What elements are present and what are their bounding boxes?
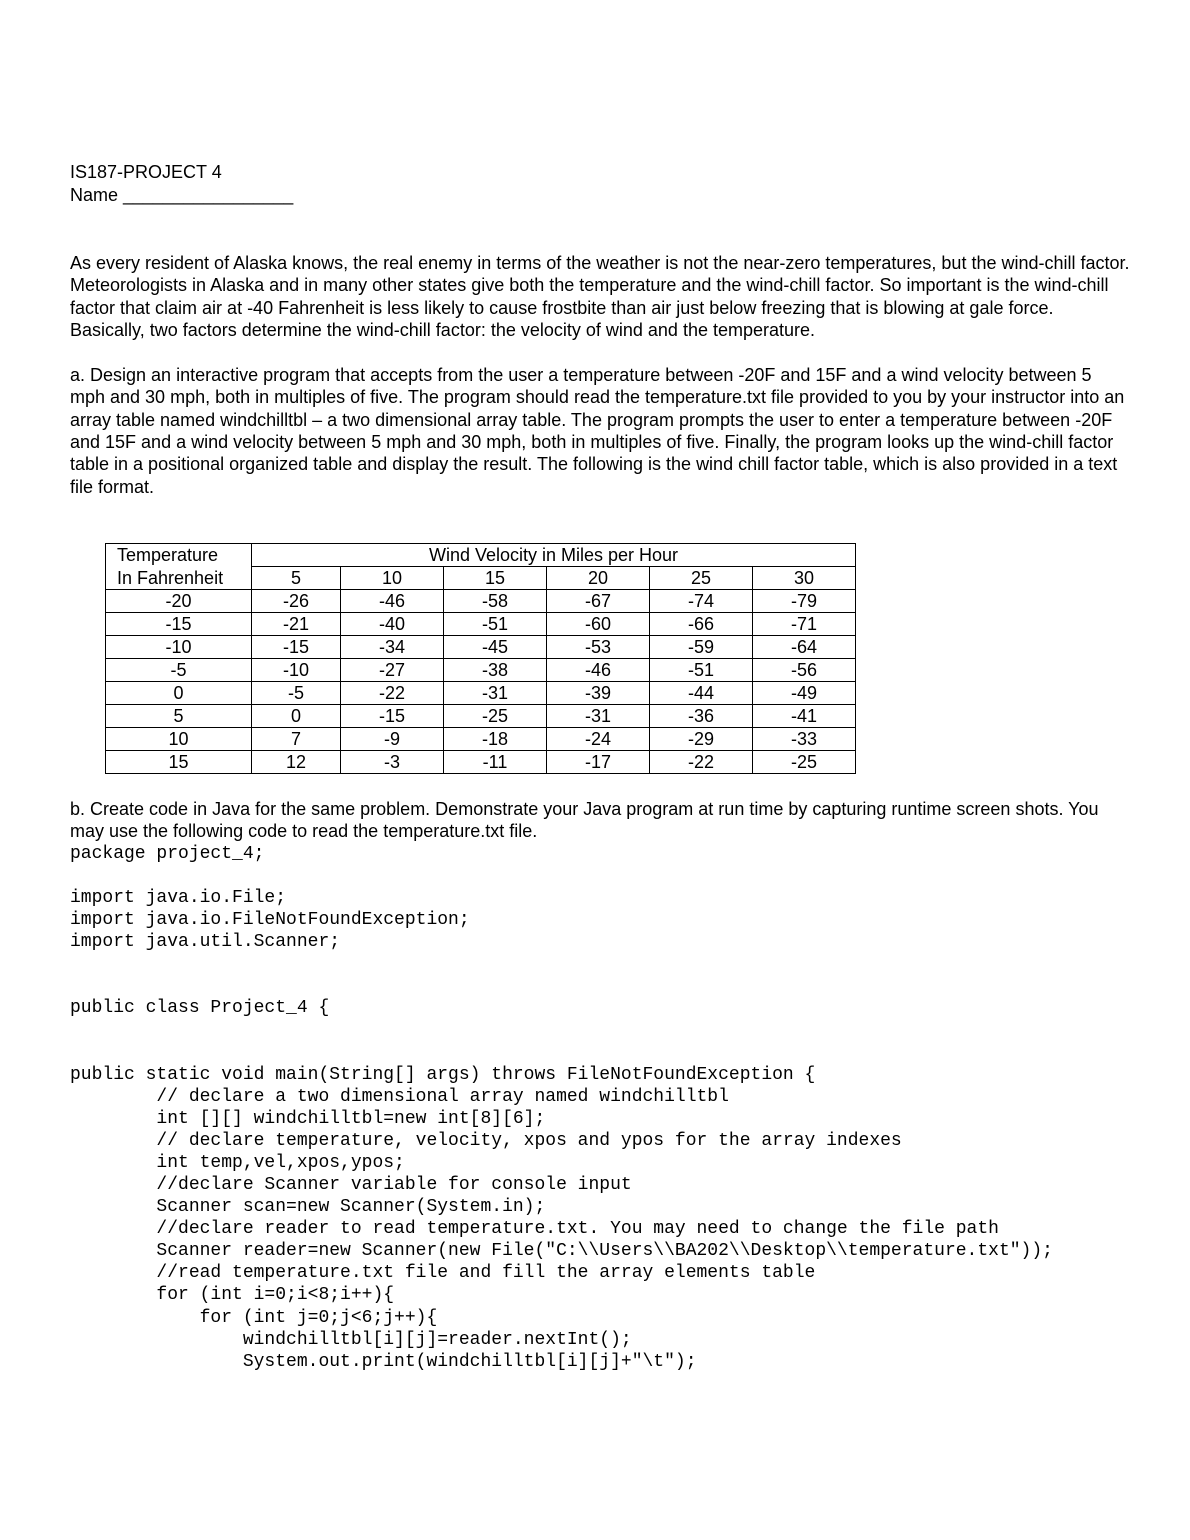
windchill-cell: -51 (444, 612, 547, 635)
windchill-cell: -46 (547, 658, 650, 681)
temperature-header: Temperature (106, 543, 252, 566)
windchill-table-wrapper (105, 543, 1130, 774)
windchill-cell: -49 (753, 681, 856, 704)
windchill-cell: -51 (650, 658, 753, 681)
windchill-cell: -11 (444, 750, 547, 773)
windchill-cell: 12 (252, 750, 341, 773)
temperature-cell: 15 (106, 750, 252, 773)
table-row (106, 727, 856, 750)
windchill-cell: -39 (547, 681, 650, 704)
windchill-cell: -29 (650, 727, 753, 750)
table-row (106, 589, 856, 612)
windchill-cell: -60 (547, 612, 650, 635)
windchill-cell: -79 (753, 589, 856, 612)
windchill-cell: -66 (650, 612, 753, 635)
windchill-cell: -44 (650, 681, 753, 704)
temperature-cell: -10 (106, 635, 252, 658)
table-header-row-2 (106, 566, 856, 589)
part-a-paragraph: a. Design an interactive program that accepts from the user a temperature between -20F and 15F and a wind velocity between 5 mph and 30 mph, both in multiples of five. The program should read the temperature.txt file provided to you by your instructor into an array table named windchilltbl – a two dimensional array table. The program prompts the user to enter a temperature between -20F and 15F and a wind velocity between 5 mph and 30 mph, both in multiples of five. Finally, the program looks up the wind-chill factor table in a positional organized table and display the result. The following is the wind chill factor table, which is also provided in a text file format. (70, 365, 1125, 497)
windchill-cell: -5 (252, 681, 341, 704)
table-row (106, 681, 856, 704)
windchill-cell: 0 (252, 704, 341, 727)
velocity-5: 5 (252, 566, 341, 589)
windchill-cell: -40 (341, 612, 444, 635)
windchill-cell: -22 (650, 750, 753, 773)
temperature-cell: -5 (106, 658, 252, 681)
project-title: IS187-PROJECT 4 (70, 162, 222, 182)
table-row (106, 635, 856, 658)
windchill-cell: -31 (444, 681, 547, 704)
temperature-cell: 10 (106, 727, 252, 750)
windchill-cell: -24 (547, 727, 650, 750)
temperature-cell: -15 (106, 612, 252, 635)
velocity-header: Wind Velocity in Miles per Hour (252, 543, 856, 566)
windchill-cell: 7 (252, 727, 341, 750)
windchill-cell: -64 (753, 635, 856, 658)
windchill-cell: -58 (444, 589, 547, 612)
table-row (106, 704, 856, 727)
windchill-cell: -34 (341, 635, 444, 658)
windchill-table (105, 543, 856, 774)
velocity-20: 20 (547, 566, 650, 589)
velocity-10: 10 (341, 566, 444, 589)
windchill-cell: -45 (444, 635, 547, 658)
intro-paragraph: As every resident of Alaska knows, the real enemy in terms of the weather is not the near-zero temperatures, but the wind-chill factor. Meteorologists in Alaska and in many other states give both the temperature and the wind-chill factor. So important is the wind-chill factor that claim air at -40 Fahrenheit is less likely to cause frostbite than air just below freezing that is blowing at gale force. Basically, two factors determine the wind-chill factor: the velocity of wind and the temperature. (70, 253, 1130, 340)
windchill-cell: -18 (444, 727, 547, 750)
windchill-cell: -31 (547, 704, 650, 727)
windchill-cell: -25 (753, 750, 856, 773)
temperature-cell: -20 (106, 589, 252, 612)
windchill-cell: -21 (252, 612, 341, 635)
velocity-30: 30 (753, 566, 856, 589)
windchill-cell: -53 (547, 635, 650, 658)
windchill-cell: -15 (341, 704, 444, 727)
table-body (106, 589, 856, 773)
fahrenheit-header: In Fahrenheit (106, 566, 252, 589)
windchill-cell: -67 (547, 589, 650, 612)
name-line: Name _________________ (70, 185, 294, 205)
windchill-cell: -17 (547, 750, 650, 773)
windchill-cell: -56 (753, 658, 856, 681)
table-row (106, 658, 856, 681)
temperature-cell: 0 (106, 681, 252, 704)
windchill-cell: -59 (650, 635, 753, 658)
windchill-cell: -26 (252, 589, 341, 612)
windchill-cell: -71 (753, 612, 856, 635)
velocity-15: 15 (444, 566, 547, 589)
table-row (106, 750, 856, 773)
windchill-cell: -15 (252, 635, 341, 658)
windchill-cell: -33 (753, 727, 856, 750)
windchill-cell: -3 (341, 750, 444, 773)
table-header-row-1 (106, 543, 856, 566)
velocity-25: 25 (650, 566, 753, 589)
windchill-cell: -10 (252, 658, 341, 681)
windchill-cell: -74 (650, 589, 753, 612)
temperature-cell: 5 (106, 704, 252, 727)
windchill-cell: -25 (444, 704, 547, 727)
windchill-cell: -36 (650, 704, 753, 727)
java-code-block: package project_4; import java.io.File; import java.io.FileNotFoundException; import java.util.Scanner; public class Project_4 { public static void main(String[] args) throws FileNotFoundException { // declare a two dimensional array named windchilltbl int [][] windchilltbl=new int[8][6]; // declare temperature, velocity, xpos and ypos for the array indexes int temp,vel,xpos,ypos; //declare Scanner variable for console input Scanner scan=new Scanner(System.in); //declare reader to read temperature.txt. You may need to change the file path Scanner reader=new Scanner(new File("C:\\Users\\BA202\\Desktop\\temperature.txt")); //read temperature.txt file and fill the array elements table for (int i=0;i<8;i++){ for (int j=0;j<6;j++){ windchilltbl[i][j]=reader.nextInt(); System.out.print(windchilltbl[i][j]+"\t"); (70, 843, 1053, 1372)
windchill-cell: -41 (753, 704, 856, 727)
table-row (106, 612, 856, 635)
windchill-cell: -27 (341, 658, 444, 681)
windchill-cell: -9 (341, 727, 444, 750)
windchill-cell: -38 (444, 658, 547, 681)
document-page (70, 161, 1130, 1373)
part-b-paragraph: b. Create code in Java for the same problem. Demonstrate your Java program at run time by capturing runtime screen shots. You may use the following code to read the temperature.txt file. (70, 798, 1099, 842)
windchill-cell: -46 (341, 589, 444, 612)
windchill-cell: -22 (341, 681, 444, 704)
